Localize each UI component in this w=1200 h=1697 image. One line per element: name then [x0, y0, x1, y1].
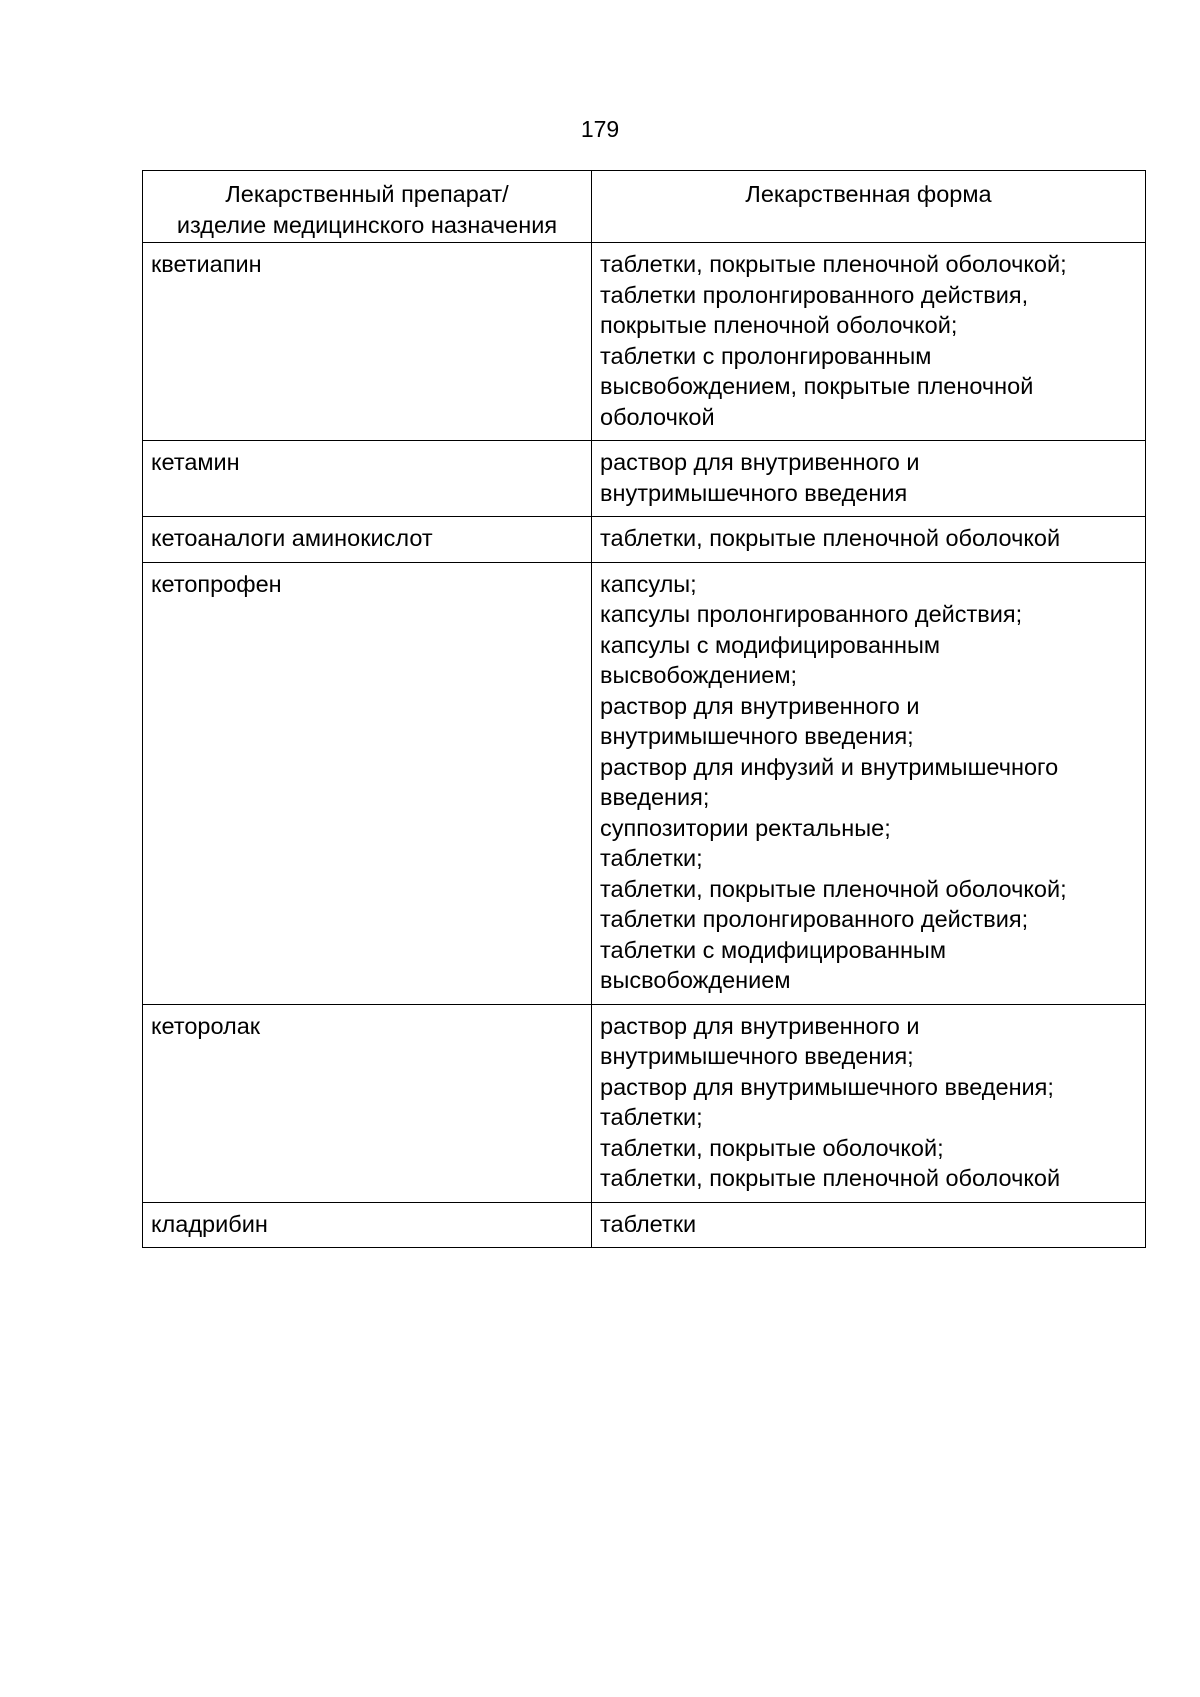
drug-form-table: [142, 170, 1146, 1248]
header-drug-line: изделие медицинского назначения: [176, 211, 558, 238]
header-drug-line: Лекарственный препарат/: [225, 181, 509, 207]
drug-name-cell: кеторолак: [143, 1004, 592, 1202]
drug-name-cell: кетоаналоги аминокислот: [143, 517, 592, 563]
drug-form-line: оболочкой: [600, 403, 715, 430]
table-row: [143, 1202, 1146, 1248]
drug-name-cell: кладрибин: [143, 1202, 592, 1248]
page-number: 179: [580, 116, 620, 142]
drug-form-line: таблетки;: [600, 1104, 703, 1130]
drug-name-cell: кетопрофен: [143, 562, 592, 1004]
drug-form-line: раствор для внутривенного и: [600, 692, 920, 719]
drug-form-line: таблетки, покрытые пленочной оболочкой: [600, 1165, 1061, 1191]
drug-form-line: таблетки, покрытые пленочной оболочкой;: [600, 251, 1067, 277]
drug-form-line: раствор для внутримышечного введения;: [600, 1073, 1054, 1100]
table-row: [143, 441, 1146, 517]
drug-form-cell: [592, 1004, 1146, 1202]
drug-form-cell: [592, 1202, 1146, 1248]
header-form: Лекарственная форма: [592, 171, 1146, 243]
drug-form-line: таблетки, покрытые пленочной оболочкой: [600, 525, 1061, 551]
drug-form-cell: [592, 517, 1146, 563]
drug-form-line: покрытые пленочной оболочкой;: [600, 312, 958, 338]
drug-form-line: таблетки с модифицированным: [600, 936, 946, 963]
drug-form-line: таблетки пролонгированного действия;: [600, 906, 1029, 932]
table-row: [143, 1004, 1146, 1202]
table-row: [143, 243, 1146, 441]
drug-form-line: капсулы пролонгированного действия;: [600, 601, 1023, 627]
drug-form-line: таблетки;: [600, 845, 703, 871]
table-header-row: [143, 171, 1146, 243]
table-body: [143, 243, 1146, 1248]
drug-form-line: таблетки с пролонгированным: [600, 342, 932, 369]
drug-name-cell: кетамин: [143, 441, 592, 517]
drug-form-line: таблетки: [600, 1210, 697, 1237]
drug-form-line: введения;: [600, 784, 710, 810]
drug-form-line: суппозитории ректальные;: [600, 814, 891, 841]
drug-form-line: внутримышечного введения;: [600, 1043, 914, 1069]
drug-form-cell: [592, 562, 1146, 1004]
drug-form-line: раствор для инфузий и внутримышечного: [600, 753, 1059, 780]
drug-form-line: внутримышечного введения: [600, 479, 908, 506]
drug-form-line: высвобождением;: [600, 662, 798, 688]
drug-form-line: высвобождением: [600, 967, 791, 993]
drug-form-line: таблетки, покрытые пленочной оболочкой;: [600, 875, 1067, 902]
drug-form-line: таблетки, покрытые оболочкой;: [600, 1134, 944, 1161]
drug-name-cell: кветиапин: [143, 243, 592, 441]
drug-form-line: капсулы с модифицированным: [600, 631, 941, 658]
table-row: [143, 517, 1146, 563]
table-row: [143, 562, 1146, 1004]
drug-form-line: высвобождением, покрытые пленочной: [600, 373, 1034, 399]
drug-form-line: раствор для внутривенного и: [600, 449, 920, 475]
drug-form-line: внутримышечного введения;: [600, 723, 914, 749]
drug-form-line: раствор для внутривенного и: [600, 1012, 920, 1039]
drug-form-line: капсулы;: [600, 570, 697, 597]
drug-form-line: таблетки пролонгированного действия,: [600, 281, 1029, 308]
drug-form-cell: [592, 243, 1146, 441]
header-drug: [143, 171, 592, 243]
drug-form-cell: [592, 441, 1146, 517]
